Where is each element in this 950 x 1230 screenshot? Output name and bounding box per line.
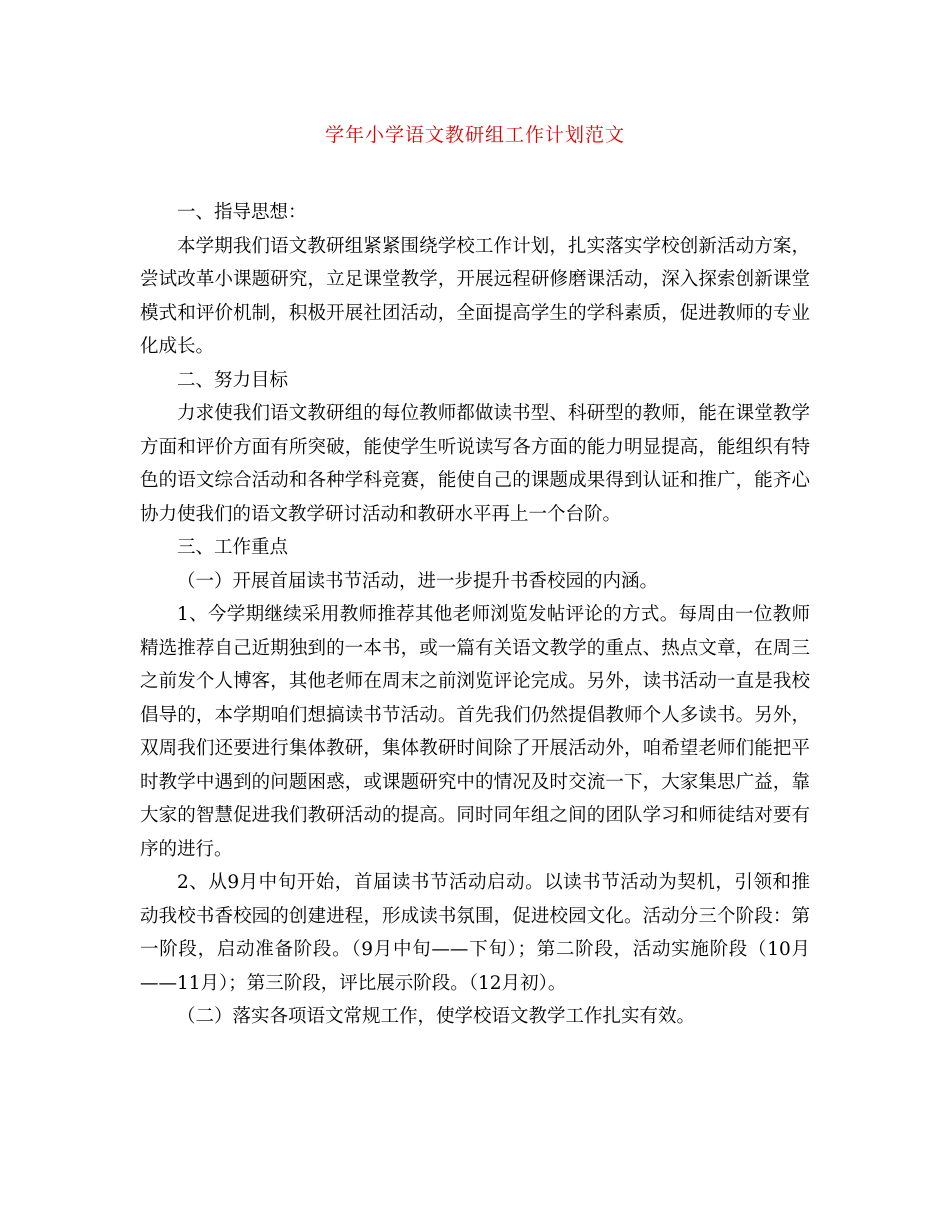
subheading-reading-festival: （一）开展首届读书节活动，进一步提升书香校园的内涵。 [177, 570, 659, 592]
section-heading-work-focus: 三、工作重点 [177, 537, 289, 558]
paragraph-item-1: 1、今学期继续采用教师推荐其他老师浏览发帖评论的方式。每周由一位教师精选推荐自己近期独到的一本书，或一篇有关语文教学的重点、热点文章，在周三之前发个人博客，其他老师在周末之前浏览评论完成。另外，读书活动一直是我校倡导的，本学期咱们想搞读书节活动。首先我们仍然提倡教师个人多读书。另外，双周我们还要进行集体教研，集体教研时间除了开展活动外，咱希望老师们能把平时教学中遇到的问题困惑，或课题研究中的情况及时交流一下，大家集思广益，靠大家的智慧促进我们教研活动的提高。同时同年组之间的团队学习和师徒结对要有序的进行。 [140, 604, 810, 860]
section-heading-guiding-ideology: 一、指导思想： [177, 202, 307, 223]
subheading-routine-work: （二）落实各项语文常规工作，使学校语文教学工作扎实有效。 [177, 1006, 696, 1027]
paragraph-guiding-ideology: 本学期我们语文教研组紧紧围绕学校工作计划，扎实落实学校创新活动方案，尝试改革小课题研究，立足课堂教学，开展远程研修磨课活动，深入探索创新课堂模式和评价机制，积极开展社团活动，全面提高学生的学科素质，促进教师的专业化成长。 [140, 235, 810, 357]
paragraph-goals: 力求使我们语文教研组的每位教师都做读书型、科研型的教师，能在课堂教学方面和评价方面有所突破，能使学生听说读写各方面的能力明显提高，能组织有特色的语文综合活动和各种学科竞赛，能使自己的课题成果得到认证和推广，能齐心协力使我们的语文教学研讨活动和教研水平再上一个台阶。 [140, 403, 810, 525]
section-heading-goals: 二、努力目标 [177, 369, 289, 391]
document-title: 学年小学语文教研组工作计划范文 [324, 124, 625, 146]
document-body [140, 196, 810, 1034]
paragraph-item-2: 2、从9月中旬开始，首届读书节活动启动。以读书节活动为契机，引领和推动我校书香校园的创建进程，形成读书氛围，促进校园文化。活动分三个阶段：第一阶段，启动准备阶段。（9月中旬——下旬）；第二阶段，活动实施阶段（10月——11月）；第三阶段，评比展示阶段。（12月初）。 [140, 872, 810, 994]
